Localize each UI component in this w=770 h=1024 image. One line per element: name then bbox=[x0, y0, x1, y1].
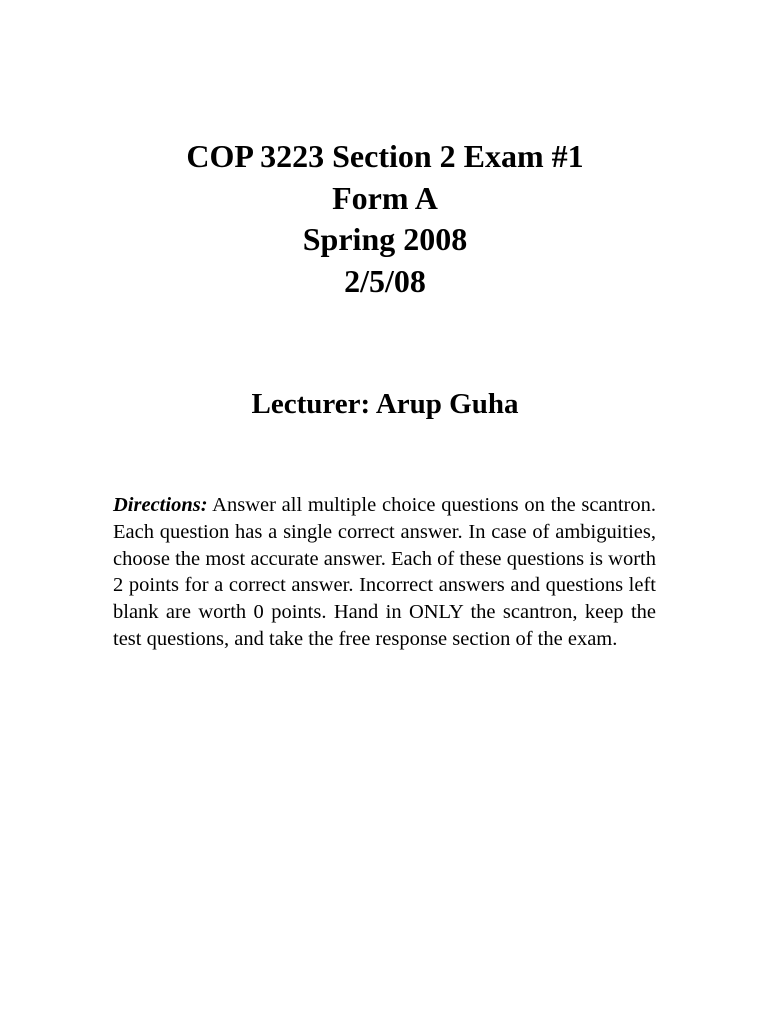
lecturer-name: Lecturer: Arup Guha bbox=[251, 388, 519, 420]
directions-paragraph bbox=[113, 492, 656, 653]
directions-label: Directions: bbox=[113, 494, 208, 516]
exam-term: Spring 2008 bbox=[302, 221, 468, 257]
course-title: COP 3223 Section 2 Exam #1 bbox=[186, 138, 584, 174]
directions-text: Answer all multiple choice questions on the scantron. Each question has a single correct answer. In case of ambiguities, choose the most accurate answer. Each of these questions is worth 2 points for a correct answer. Incorrect answers and questions left blank are worth 0 points. Hand in ONLY the scantron, keep the test questions, and take the free response section of the exam. bbox=[113, 494, 656, 650]
exam-date: 2/5/08 bbox=[344, 262, 426, 299]
exam-form: Form A bbox=[332, 179, 438, 216]
exam-title-block bbox=[0, 136, 770, 302]
